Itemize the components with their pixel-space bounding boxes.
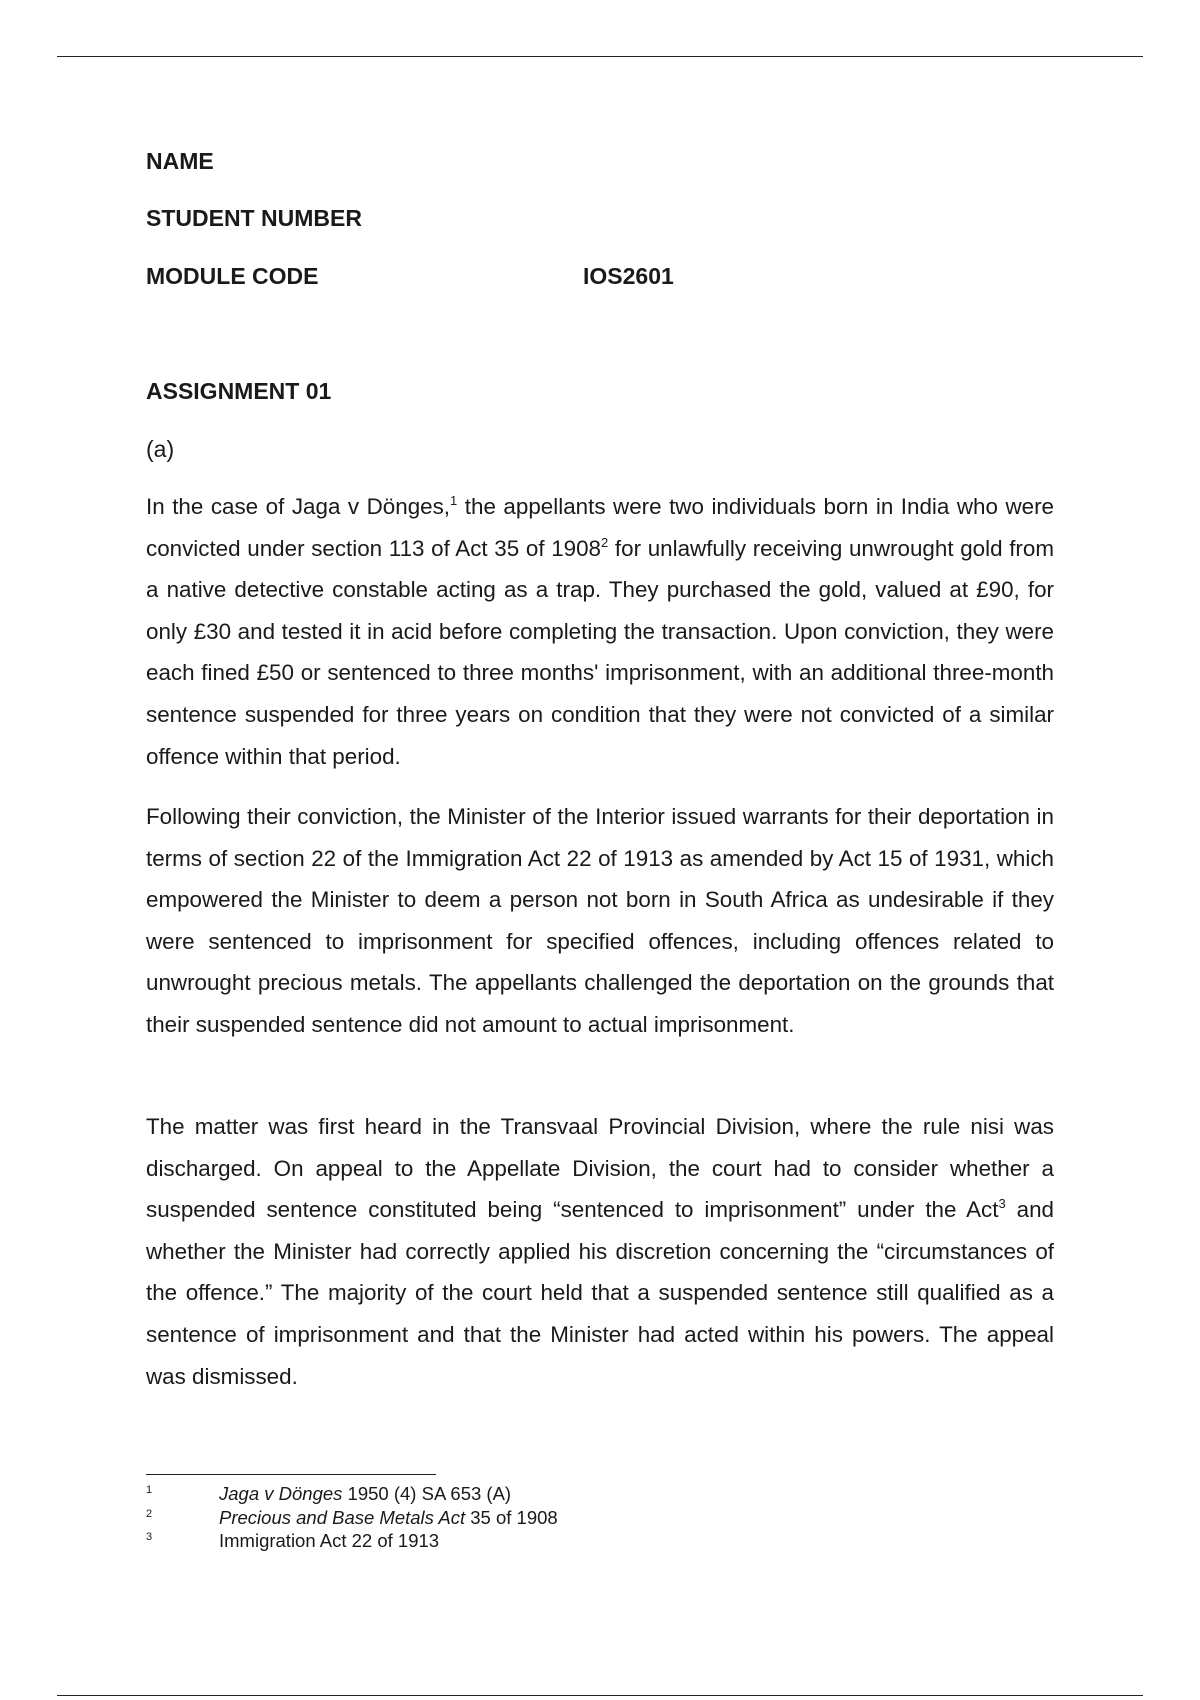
paragraph-2: Following their conviction, the Minister of the Interior issued warrants for their deportation in terms of section 22 of the Immigration Act 22 of 1913 as amended by Act 15 of 1931, which empowered the Minister to deem a person not born in South Africa as undesirable if they were sentenced to imprisonment for specified offences, including offences related to unwrought precious metals. The appellants challenged the deportation on the grounds that their suspended sentence did not amount to actual imprisonment.: [146, 804, 1054, 1037]
assignment-heading: ASSIGNMENT 01: [146, 378, 332, 404]
footnote: [146, 1506, 946, 1530]
footnote-ref-2: 2: [601, 534, 609, 550]
footnote-text: [219, 1482, 511, 1506]
module-code-label: MODULE CODE: [146, 263, 319, 289]
paragraph-3-text-a: The matter was first heard in the Transvaal Provincial Division, where the rule nisi was discharged. On appeal to the Appellate Division, the court had to consider whether a suspended sentence constituted being “sentenced to imprisonment” under the Act: [146, 1114, 1054, 1223]
footnote-text: [219, 1506, 558, 1530]
name-label: NAME: [146, 148, 214, 174]
paragraph-3: [146, 1106, 1054, 1397]
footnote-number: 1: [146, 1484, 153, 1496]
footnote-number: 3: [146, 1531, 153, 1543]
footnote-separator: [146, 1474, 436, 1475]
footnote-case-name: Jaga v Dönges: [219, 1483, 343, 1504]
paragraph-1-text-a: In the case of Jaga v Dönges,: [146, 494, 451, 519]
footnotes: [146, 1482, 946, 1553]
footnote-citation: 1950 (4) SA 653 (A): [342, 1483, 512, 1504]
footnote-number: 2: [146, 1507, 153, 1520]
paragraph-1-text-c: for unlawfully receiving unwrought gold from a native detective constable acting as a trap. They purchased the gold, valued at £90, for only £30 and tested it in acid before completing the transaction. Upon conviction, they were each fined £50 or sentenced to three months' imprisonment, with an additional three-month sentence suspended for three years on condition that they were not convicted of a similar offence within that period.: [146, 535, 1054, 769]
paragraph-3-text-b: and whether the Minister had correctly applied his discretion concerning the “circumstances of the offence.” The majority of the court held that a suspended sentence still qualified as a sentence of imprisonment and that the Minister had acted within his powers. The appeal was dismissed.: [146, 1197, 1054, 1389]
paragraph-1-text-b: the appellants were two individuals born in India who were convicted under section 113 of Act 35 of 1908: [146, 494, 1054, 561]
bottom-rule: [57, 1695, 1143, 1696]
paragraph-1: [146, 486, 1054, 777]
footnote-text: [219, 1529, 439, 1553]
footnote-ref-3: 3: [998, 1196, 1006, 1212]
footnote: [146, 1482, 946, 1506]
part-label: (a): [146, 436, 175, 462]
student-number-label: STUDENT NUMBER: [146, 205, 362, 231]
footnote-ref-1: 1: [450, 493, 458, 508]
footnote-citation: Immigration Act 22 of 1913: [219, 1530, 440, 1551]
module-code-value: IOS2601: [583, 263, 674, 289]
footnote: [146, 1529, 946, 1553]
footnote-act-name: Precious and Base Metals Act: [219, 1506, 466, 1528]
footnote-citation: 35 of 1908: [465, 1506, 558, 1528]
top-rule: [57, 56, 1143, 57]
